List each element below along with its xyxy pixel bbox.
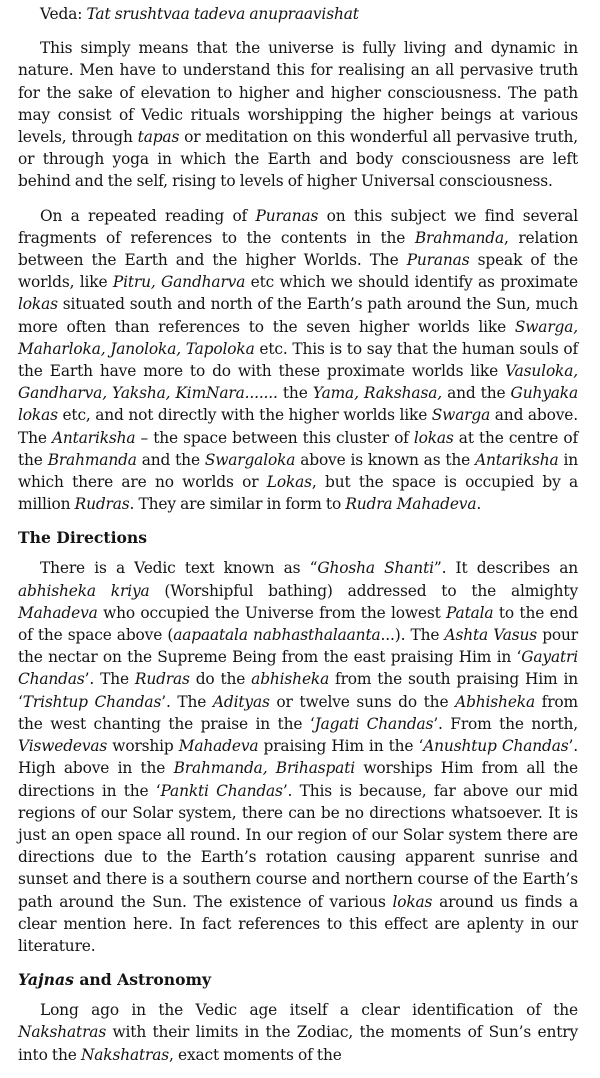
text-run: and the xyxy=(136,450,205,469)
text-run: worship xyxy=(107,737,179,756)
italic-term: Swarga, Maharloka, Janoloka, Tapoloka xyxy=(18,317,578,358)
italic-term: Rudra Mahadeva xyxy=(345,495,477,514)
text-run: pour the nectar on the Supreme Being from the east praising Him in ‘ xyxy=(18,626,578,667)
italic-term: Pankti Chandas xyxy=(160,781,283,800)
text-run: etc. This is to say that the human souls of the Earth have more to do with these proximate worlds like xyxy=(18,339,578,381)
text-run: and above. The xyxy=(18,406,578,447)
italic-term: Swargaloka xyxy=(204,450,296,469)
text-run: On a repeated reading of xyxy=(40,206,256,225)
text-run: There is a Vedic text known as “ xyxy=(40,559,318,578)
italic-term: Mahadeva xyxy=(18,603,98,622)
italic-term: Swarga xyxy=(431,406,491,425)
italic-term: Jagati Chandas xyxy=(314,714,434,733)
text-run: on this subject we find several fragments of references to the contents in the xyxy=(18,206,578,247)
italic-term: Adityas xyxy=(212,692,270,711)
text-run: or twelve suns do the xyxy=(269,692,456,711)
text-run: , but the space is occupied by a million xyxy=(18,473,578,514)
text-run: or meditation on this wonderful all pervasive truth, or through yoga in which the Earth and body consciousness are left behind and the self, rising to levels of higher Universal consciousness. xyxy=(18,128,578,191)
text-run: ’. From the north, xyxy=(433,714,578,733)
paragraph-2 xyxy=(18,205,578,516)
text-run: in which there are no worlds or xyxy=(18,450,579,492)
text-run: above is known as the xyxy=(295,450,476,469)
text-run: with their limits in the Zodiac, the moments of Sun’s entry into the xyxy=(18,1023,578,1064)
text-run: do the xyxy=(189,670,252,689)
italic-term: Nakshatras xyxy=(80,1045,170,1064)
text-run: ’. The xyxy=(161,692,213,711)
italic-term: Pitru, Gandharva xyxy=(112,273,246,292)
text-run: ...). The xyxy=(380,626,445,645)
text-run: etc which we should identify as proximate xyxy=(245,273,578,292)
text-run: at the centre of the xyxy=(18,428,578,469)
text-run: etc, and not directly with the higher worlds like xyxy=(57,406,432,425)
text-run: . They are similar in form to xyxy=(129,495,346,514)
text-run: – the space between this cluster of xyxy=(135,428,414,447)
text-run: from the west chanting the praise in the ‘ xyxy=(18,692,578,733)
text-run: praising Him in the ‘ xyxy=(258,737,424,756)
text-run: to the end of the space above ( xyxy=(18,603,578,645)
italic-term: Rudras xyxy=(134,670,190,689)
text-run: ’. This is because, far above our mid regions of our Solar system, there can be no directions whatsoever. It is just an open space all round. In our region of our Solar system there are directions due to the Earth’s rotation causing apparent sunrise and sunset and there is a southern course and northern course of the Earth’s path around the Sun. The existence of various xyxy=(18,781,578,911)
italic-term: lokas xyxy=(392,892,433,911)
paragraph-4 xyxy=(18,999,578,1066)
italic-term: lokas xyxy=(18,295,58,314)
text-run: who occupied the Universe from the lowest xyxy=(97,603,447,622)
text-run: speak of the worlds, like xyxy=(18,251,578,292)
italic-term: Antariksha xyxy=(475,450,559,469)
italic-term: Brahmanda, Brihaspati xyxy=(173,759,356,778)
italic-term: Puranas xyxy=(255,206,319,225)
paragraph-3 xyxy=(18,557,578,957)
paragraph-1 xyxy=(18,37,578,192)
text-run: , relation between the Earth and the higher Worlds. The xyxy=(18,228,578,270)
text-run: ”. It describes an xyxy=(433,559,578,578)
italic-term: Ashta Vasus xyxy=(444,626,538,645)
italic-term: Patala xyxy=(446,603,494,622)
text-run: and the xyxy=(441,384,511,403)
text-run: situated south and north of the Earth’s path around the Sun, much more often than references to the seven higher worlds like xyxy=(18,295,578,336)
heading-yajnas-italic: Yajnas xyxy=(18,970,74,990)
italic-term: Gayatri Chandas xyxy=(18,648,578,689)
italic-term: Lokas xyxy=(266,473,312,492)
italic-term: Viswedevas xyxy=(18,737,108,756)
italic-term: Brahmanda xyxy=(414,228,504,247)
italic-term: Brahmanda xyxy=(47,450,137,469)
text-run: around us finds a clear mention here. In fact references to this effect are aplenty in our literature. xyxy=(18,892,578,955)
italic-term: Anushtup Chandas xyxy=(423,737,569,756)
text-run: ’. The xyxy=(84,670,135,689)
italic-term: abhisheka xyxy=(251,670,330,689)
text-run: . xyxy=(476,495,482,514)
italic-term: Ghosha Shanti xyxy=(317,559,434,578)
italic-term: Puranas xyxy=(406,251,470,270)
italic-term: Abhisheka xyxy=(455,692,535,711)
text-run: worships Him from all the directions in the ‘ xyxy=(18,759,579,800)
italic-term: Antariksha xyxy=(51,428,136,447)
italic-term: Yama, Rakshasa, xyxy=(312,384,442,403)
text-run: (Worshipful bathing) addressed to the almighty xyxy=(149,581,579,600)
italic-term: aapaatala nabhasthalaanta xyxy=(173,626,381,645)
heading-yajnas-rest: and Astronomy xyxy=(73,970,212,990)
text-run: This simply means that the universe is fully living and dynamic in nature. Men have to understand this for realising an all pervasive truth for the sake of elevation to higher and higher consciousness. The path may consist of Vedic rituals worshipping the higher beings at various levels, through xyxy=(18,39,578,147)
document-page xyxy=(18,3,578,1078)
italic-term: Nakshatras xyxy=(18,1023,107,1042)
heading-directions: The Directions xyxy=(18,528,148,548)
italic-term: Guhyaka lokas xyxy=(18,384,578,425)
italic-term: lokas xyxy=(413,428,454,447)
italic-term: Trishtup Chandas xyxy=(22,692,162,711)
veda-label: Veda: xyxy=(40,5,87,23)
text-run: from the south praising Him in ‘ xyxy=(18,670,578,711)
veda-quote: Tat srushtvaa tadeva anupraavishat xyxy=(86,5,359,23)
italic-term: Rudras xyxy=(74,495,130,514)
italic-term: abhisheka kriya xyxy=(18,581,150,600)
italic-term: Vasuloka, Gandharva, Yaksha, KimNara....... xyxy=(18,362,578,403)
text-run: , exact moments of the xyxy=(169,1045,342,1064)
italic-term: Mahadeva xyxy=(178,737,259,756)
text-run: ’. High above in the xyxy=(18,737,578,778)
text-run: the xyxy=(277,384,313,403)
veda-quote-line xyxy=(18,3,578,25)
italic-term: tapas xyxy=(137,128,180,147)
heading-yajnas-astronomy xyxy=(18,969,578,991)
text-run: Long ago in the Vedic age itself a clear identification of the xyxy=(40,1001,578,1020)
